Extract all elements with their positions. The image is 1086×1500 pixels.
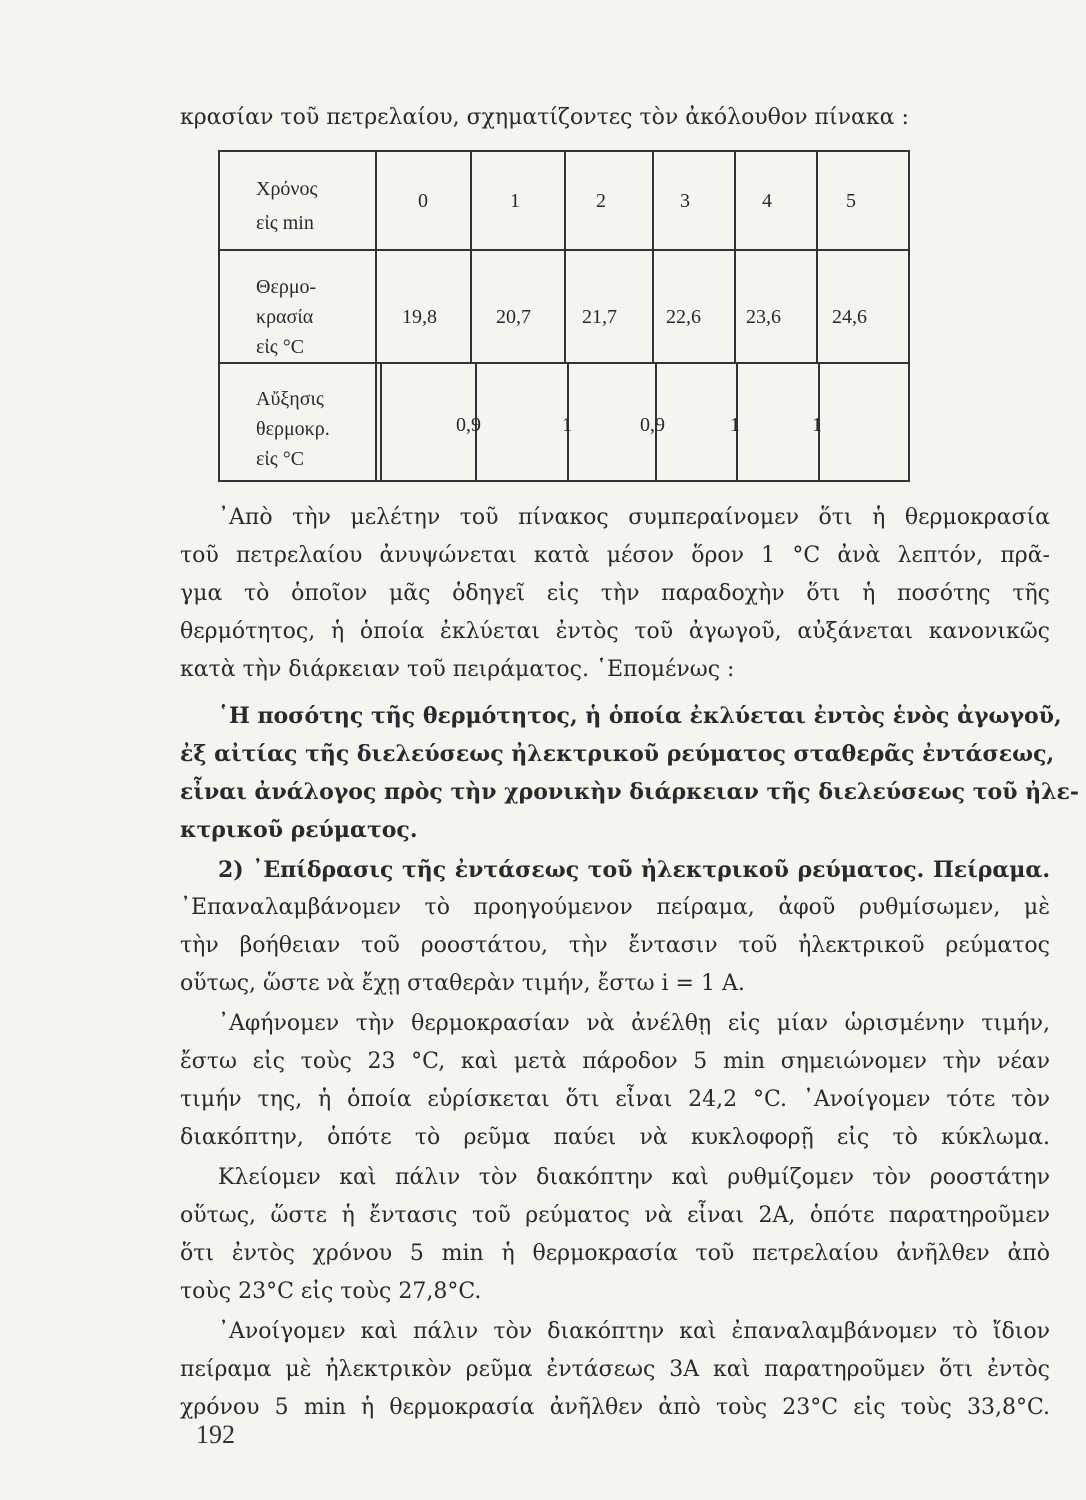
paragraph-line: ᾿Αφήνομεν τὴν θερμοκρασίαν νὰ ἀνέλθῃ εἰς μίαν ὡρισμένην τιμήν, — [218, 1011, 1050, 1036]
row-header-time-2: εἰς min — [256, 212, 314, 234]
intro-line: κρασίαν τοῦ πετρελαίου, σχηματίζοντες τὸν ἀκόλουθον πίνακα : — [180, 105, 909, 130]
row-header-increase-2: θερμοκρ. — [256, 418, 330, 440]
row-header-increase-1: Αὔξησις — [256, 388, 324, 410]
time-cell: 3 — [680, 190, 690, 212]
paragraph-line: οὕτως, ὥστε νὰ ἔχῃ σταθερὰν τιμήν, ἔστω i = 1 A. — [180, 971, 745, 996]
time-cell: 4 — [762, 190, 772, 212]
temp-cell: 20,7 — [496, 306, 531, 328]
paragraph-line: οὕτως, ὥστε ἡ ἔντασις τοῦ ρεύματος νὰ εἶναι 2A, ὁπότε παρατηροῦμεν — [180, 1203, 1050, 1228]
temp-cell: 21,7 — [582, 306, 617, 328]
temperature-table — [218, 150, 910, 482]
paragraph-line: ᾿Απὸ τὴν μελέτην τοῦ πίνακος συμπεραίνομεν ὅτι ἡ θερμοκρασία — [218, 505, 1050, 530]
time-cell: 0 — [418, 190, 428, 212]
time-cell: 1 — [510, 190, 520, 212]
increase-cell: 0,9 — [456, 414, 481, 436]
temp-cell: 22,6 — [666, 306, 701, 328]
paragraph-line: Κλείομεν καὶ πάλιν τὸν διακόπτην καὶ ρυθμίζομεν τὸν ροοστάτην — [218, 1165, 1050, 1190]
paragraph-line: τὴν βοήθειαν τοῦ ροοστάτου, τὴν ἔντασιν τοῦ ἠλεκτρικοῦ ρεύματος — [180, 933, 1050, 958]
paragraph-line: θερμότητος, ἡ ὁποία ἐκλύεται ἐντὸς τοῦ ἀγωγοῦ, αὐξάνεται κανονικῶς — [180, 619, 1050, 644]
law-line: ῾Η ποσότης τῆς θερμότητος, ἡ ὁποία ἐκλύεται ἐντὸς ἑνὸς ἀγωγοῦ, — [218, 703, 1062, 729]
time-cell: 5 — [846, 190, 856, 212]
paragraph-line: χρόνου 5 min ἡ θερμοκρασία ἀνῆλθεν ἀπὸ τοὺς 23°C εἰς τοὺς 33,8°C. — [180, 1395, 1050, 1420]
paragraph-line: ᾿Ανοίγομεν καὶ πάλιν τὸν διακόπτην καὶ ἐπαναλαμβάνομεν τὸ ἴδιον — [218, 1319, 1050, 1344]
row-header-temp-1: Θερμο- — [256, 276, 317, 298]
paragraph-line: τοῦ πετρελαίου ἀνυψώνεται κατὰ μέσον ὅρον 1 °C ἀνὰ λεπτόν, πρᾶ- — [180, 543, 1050, 568]
paragraph-line: τοὺς 23°C εἰς τοὺς 27,8°C. — [180, 1279, 482, 1304]
row-header-temp-2: κρασία — [256, 306, 314, 328]
row-header-increase-3: εἰς °C — [256, 448, 305, 470]
row-header-temp-3: εἰς °C — [256, 336, 305, 358]
paragraph-line: κατὰ τὴν διάρκειαν τοῦ πειράματος. ῾Επομένως : — [180, 657, 735, 682]
paragraph-line: τιμήν της, ἡ ὁποία εὑρίσκεται ὅτι εἶναι 24,2 °C. ᾿Ανοίγομεν τότε τὸν — [180, 1087, 1050, 1112]
increase-cell: 1 — [812, 414, 822, 436]
time-cell: 2 — [596, 190, 606, 212]
law-line: κτρικοῦ ρεύματος. — [180, 817, 418, 843]
page-number: 192 — [196, 1420, 235, 1449]
temp-cell: 24,6 — [832, 306, 867, 328]
paragraph-line: ᾿Επαναλαμβάνομεν τὸ προηγούμενον πείραμα, ἀφοῦ ρυθμίσωμεν, μὲ — [180, 895, 1050, 920]
paragraph-line: γμα τὸ ὁποῖον μᾶς ὁδηγεῖ εἰς τὴν παραδοχὴν ὅτι ἡ ποσότης τῆς — [180, 581, 1050, 606]
increase-cell: 1 — [730, 414, 740, 436]
paragraph-line: ἔστω εἰς τοὺς 23 °C, καὶ μετὰ πάροδον 5 min σημειώνομεν τὴν νέαν — [180, 1049, 1050, 1074]
row-header-time-1: Χρόνος — [256, 178, 318, 200]
paragraph-line: διακόπτην, ὁπότε τὸ ρεῦμα παύει νὰ κυκλοφορῇ εἰς τὸ κύκλωμα. — [180, 1125, 1050, 1150]
paragraph-line: ὅτι ἐντὸς χρόνου 5 min ἡ θερμοκρασία τοῦ πετρελαίου ἀνῆλθεν ἀπὸ — [180, 1241, 1050, 1266]
section-heading: 2) ᾿Επίδρασις τῆς ἐντάσεως τοῦ ἠλεκτρικοῦ ρεύματος. Πείραμα. — [218, 857, 1050, 883]
law-line: εἶναι ἀνάλογος πρὸς τὴν χρονικὴν διάρκειαν τῆς διελεύσεως τοῦ ἠλε- — [180, 779, 1080, 805]
law-line: ἐξ αἰτίας τῆς διελεύσεως ἠλεκτρικοῦ ρεύματος σταθερᾶς ἐντάσεως, — [180, 741, 1055, 767]
paragraph-line: πείραμα μὲ ἠλεκτρικὸν ρεῦμα ἐντάσεως 3A καὶ παρατηροῦμεν ὅτι ἐντὸς — [180, 1357, 1050, 1382]
increase-cell: 0,9 — [640, 414, 665, 436]
temp-cell: 19,8 — [402, 306, 437, 328]
increase-cell: 1 — [562, 414, 572, 436]
temp-cell: 23,6 — [746, 306, 781, 328]
